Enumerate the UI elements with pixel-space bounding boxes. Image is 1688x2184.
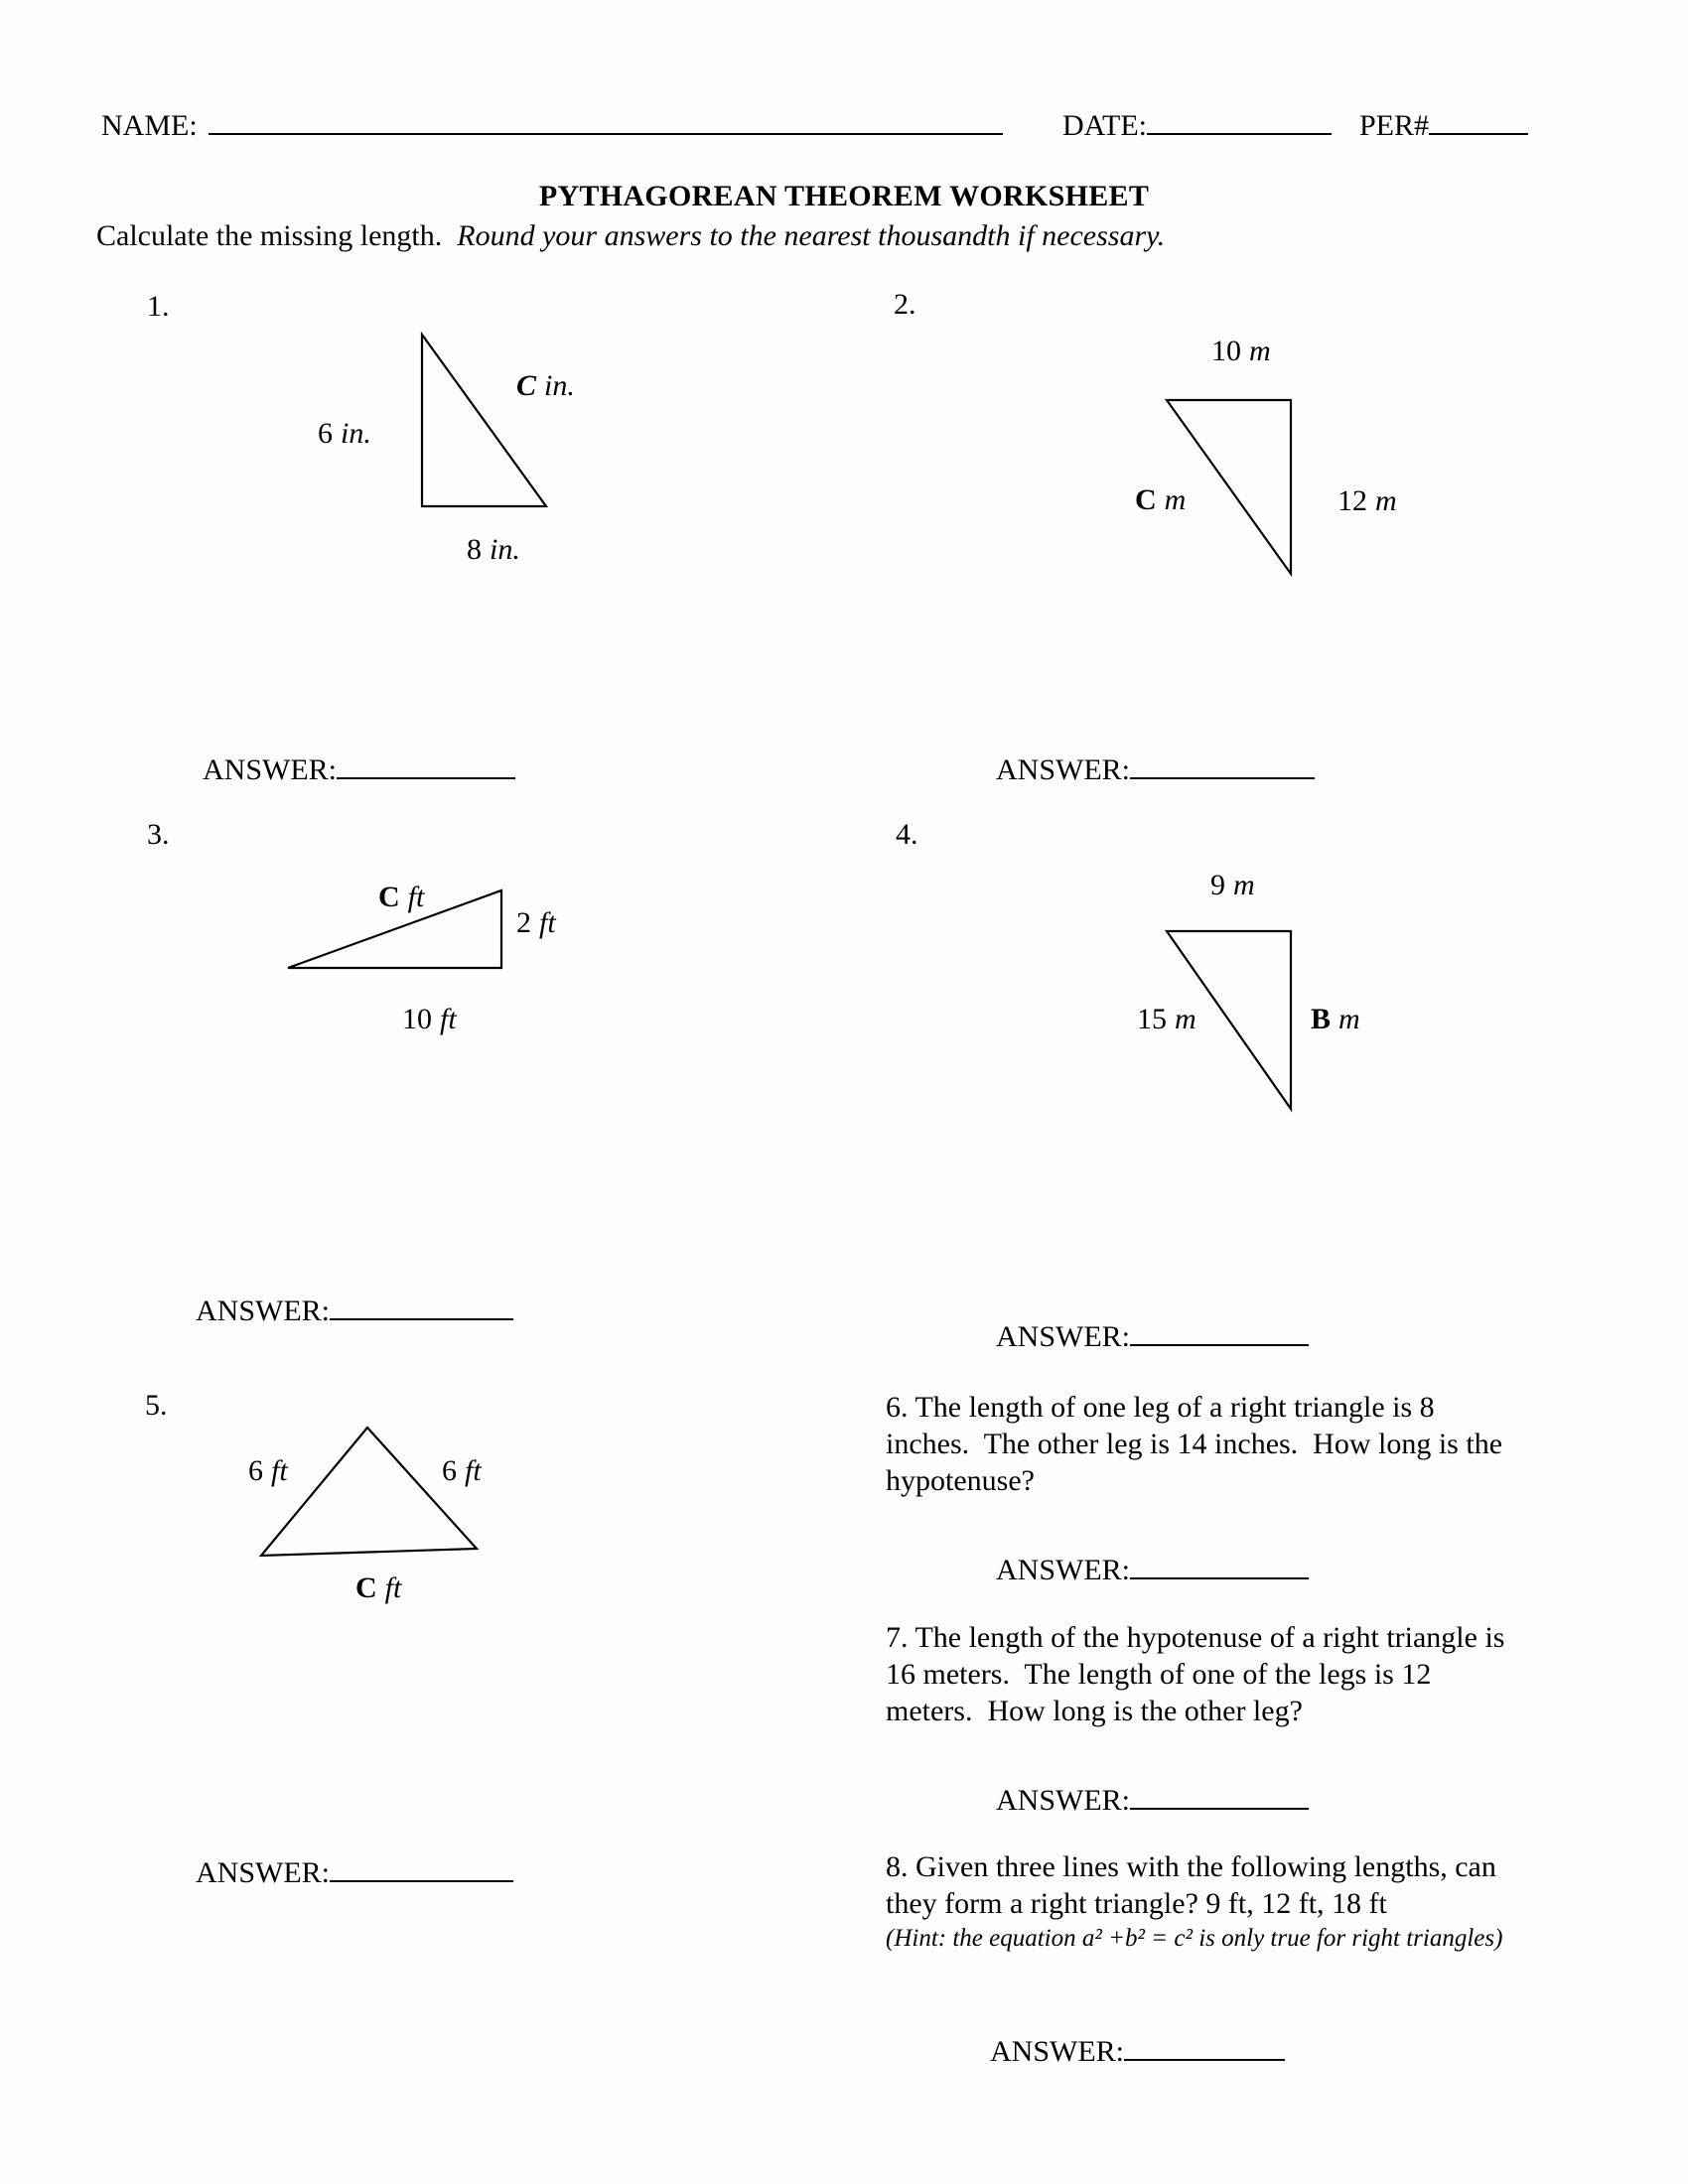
p4-top-leg-label: 9 m	[1210, 869, 1255, 901]
name-field	[101, 99, 1003, 144]
p5-right-side-label: 6 ft	[442, 1454, 482, 1487]
problem-6-line-1: 6. The length of one leg of a right triangle is 8	[886, 1391, 1435, 1424]
date-blank	[1147, 99, 1332, 135]
problem-8-text	[886, 1848, 1502, 1955]
answer-5-label: ANSWER:	[196, 1856, 330, 1889]
p1-hypotenuse-label: C in.	[516, 369, 575, 402]
answer-2-blank	[1130, 744, 1315, 779]
problem-8-line-2: they form a right triangle? 9 ft, 12 ft, 18 ft	[886, 1887, 1387, 1920]
answer-8-blank	[1124, 2025, 1285, 2061]
answer-7	[996, 1774, 1309, 1819]
problem-8-hint: (Hint: the equation a² +b² = c² is only true for right triangles)	[886, 1925, 1503, 1952]
problem-6-line-3: hypotenuse?	[886, 1464, 1035, 1497]
answer-5	[196, 1846, 513, 1891]
answer-7-blank	[1130, 1774, 1309, 1810]
problem-4-number: 4.	[896, 818, 918, 851]
p2-top-leg-label: 10 m	[1211, 335, 1271, 367]
answer-1-label: ANSWER:	[203, 753, 337, 786]
p5-bottom-side-label: C ft	[355, 1571, 402, 1604]
answer-3-label: ANSWER:	[196, 1295, 330, 1327]
p5-left-side-label: 6 ft	[248, 1454, 288, 1487]
problem-1-number: 1.	[147, 290, 170, 323]
answer-6-blank	[1130, 1544, 1309, 1579]
answer-2-label: ANSWER:	[996, 753, 1130, 786]
p3-hypotenuse-label: C ft	[378, 881, 425, 913]
p2-hypotenuse-label: C m	[1135, 483, 1187, 516]
answer-1	[203, 744, 515, 788]
worksheet-title: PYTHAGOREAN THEOREM WORKSHEET	[538, 180, 1150, 212]
answer-3	[196, 1285, 513, 1329]
per-label: PER#	[1359, 109, 1430, 142]
answer-1-blank	[337, 744, 515, 779]
problem-7-line-2: 16 meters. The length of one of the legs is 12	[886, 1658, 1432, 1691]
problem-3-number: 3.	[147, 818, 170, 851]
date-label: DATE:	[1062, 109, 1147, 142]
problem-7-text	[886, 1619, 1504, 1729]
problem-6-line-2: inches. The other leg is 14 inches. How long is the	[886, 1428, 1503, 1460]
instruction-italic: Round your answers to the nearest thousandth if necessary.	[457, 219, 1166, 252]
name-blank	[209, 99, 1003, 135]
date-field	[1062, 99, 1332, 144]
per-field	[1359, 99, 1528, 144]
triangle-5-shape	[261, 1428, 477, 1556]
answer-4-blank	[1130, 1310, 1309, 1346]
name-label: NAME:	[101, 109, 198, 142]
answer-8	[990, 2025, 1285, 2070]
problem-6-text	[886, 1389, 1502, 1499]
p3-right-leg-label: 2 ft	[516, 906, 556, 939]
problem-7-line-3: meters. How long is the other leg?	[886, 1695, 1303, 1727]
answer-4-label: ANSWER:	[996, 1320, 1130, 1353]
p1-left-leg-label: 6 in.	[318, 417, 371, 450]
answer-4	[996, 1310, 1309, 1355]
p1-bottom-leg-label: 8 in.	[467, 533, 520, 566]
instruction	[96, 219, 1165, 253]
answer-2	[996, 744, 1315, 788]
answer-6-label: ANSWER:	[996, 1554, 1130, 1586]
problem-7-line-1: 7. The length of the hypotenuse of a right triangle is	[886, 1621, 1505, 1654]
answer-7-label: ANSWER:	[996, 1784, 1130, 1817]
p4-right-leg-label: B m	[1311, 1003, 1360, 1035]
answer-6	[996, 1544, 1309, 1588]
p2-right-leg-label: 12 m	[1337, 484, 1397, 517]
problem-8-line-1: 8. Given three lines with the following lengths, can	[886, 1850, 1496, 1883]
answer-3-blank	[330, 1285, 513, 1320]
problem-2-number: 2.	[894, 288, 916, 321]
answer-8-label: ANSWER:	[990, 2035, 1124, 2068]
problem-5-number: 5.	[145, 1389, 168, 1422]
answer-5-blank	[330, 1846, 513, 1882]
instruction-regular: Calculate the missing length.	[96, 219, 443, 252]
p3-bottom-leg-label: 10 ft	[402, 1003, 457, 1035]
per-blank	[1429, 99, 1528, 135]
p4-hypotenuse-label: 15 m	[1137, 1003, 1196, 1035]
triangle-1-shape	[422, 335, 546, 506]
